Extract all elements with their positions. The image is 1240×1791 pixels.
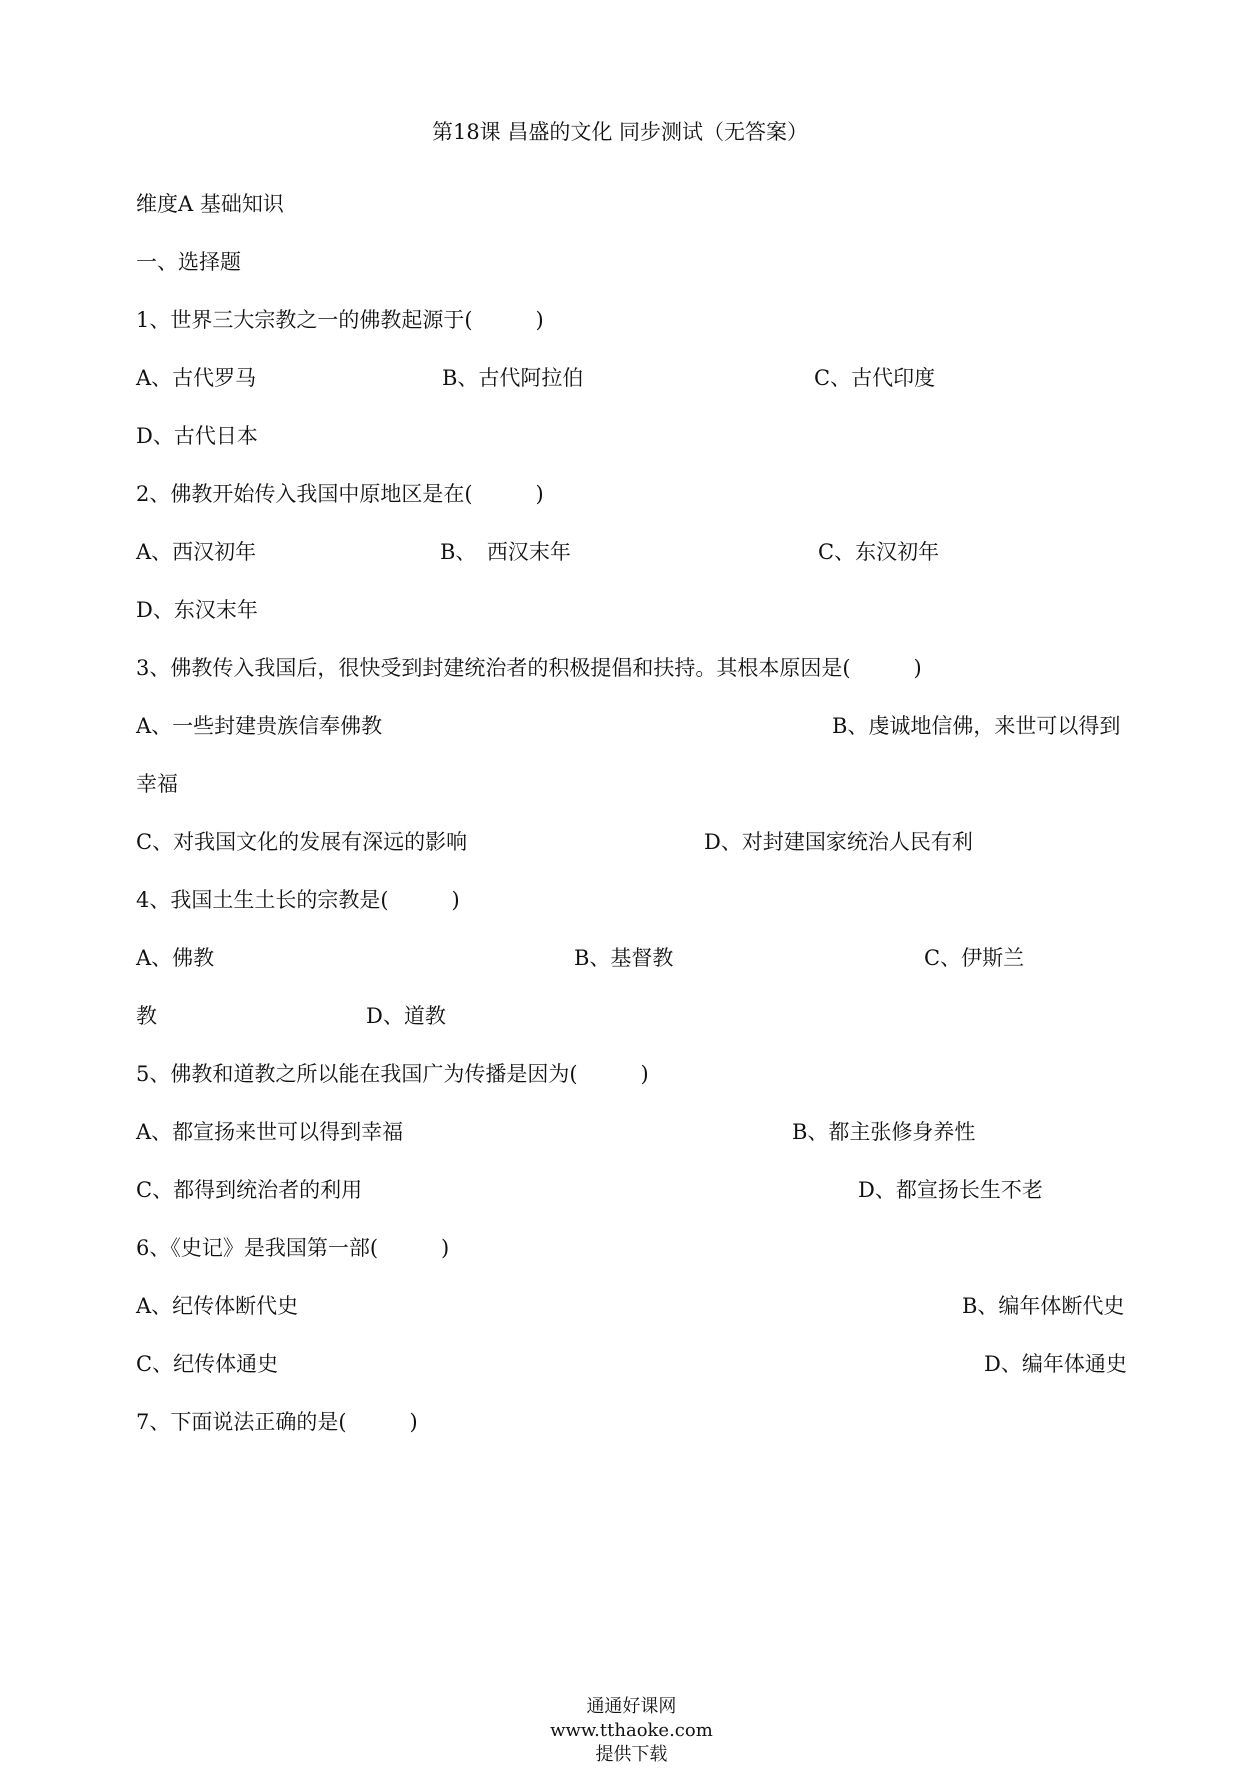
- question-1-option-d: D、古代日本: [136, 424, 258, 448]
- page-footer: [0, 1671, 1240, 1791]
- footer-note: 提供下载: [595, 1744, 668, 1765]
- question-4-option-a: A、佛教: [136, 946, 215, 970]
- question-3-option-c: C、对我国文化的发展有深远的影响: [136, 830, 468, 854]
- question-3-option-b-continued: 幸福: [136, 772, 178, 796]
- question-4-stem: 4、我国土生土长的宗教是( ): [136, 888, 460, 912]
- page-title: 第18课 昌盛的文化 同步测试（无答案）: [431, 120, 809, 144]
- footer-url[interactable]: www.tthaoke.com: [550, 1720, 713, 1741]
- question-5-option-a: A、都宣扬来世可以得到幸福: [136, 1120, 404, 1144]
- question-3-option-b: B、虔诚地信佛，来世可以得到: [832, 714, 1121, 738]
- question-2-option-c: C、东汉初年: [818, 540, 940, 564]
- question-6-stem: 6、《史记》是我国第一部( ): [136, 1236, 450, 1260]
- part-heading: 一、选择题: [136, 250, 241, 274]
- question-6-option-a: A、纪传体断代史: [136, 1294, 299, 1318]
- question-6-option-c: C、纪传体通史: [136, 1352, 279, 1376]
- question-2-option-a: A、西汉初年: [136, 540, 257, 564]
- question-5-option-d: D、都宣扬长生不老: [858, 1178, 1043, 1202]
- question-7-stem: 7、下面说法正确的是( ): [136, 1410, 418, 1434]
- question-5-option-b: B、都主张修身养性: [792, 1120, 976, 1144]
- question-2-option-b: B、 西汉末年: [440, 540, 571, 564]
- question-2-option-d: D、东汉末年: [136, 598, 258, 622]
- question-1-option-c: C、古代印度: [814, 366, 936, 390]
- question-3-option-a: A、一些封建贵族信奉佛教: [136, 714, 383, 738]
- question-4-option-c: C、伊斯兰: [924, 946, 1025, 970]
- section-heading: 维度A 基础知识: [136, 192, 284, 216]
- question-1-option-a: A、古代罗马: [136, 366, 257, 390]
- question-2-stem: 2、佛教开始传入我国中原地区是在( ): [136, 482, 544, 506]
- question-6-option-b: B、编年体断代史: [962, 1294, 1125, 1318]
- question-3-stem: 3、佛教传入我国后，很快受到封建统治者的积极提倡和扶持。其根本原因是( ): [136, 656, 922, 680]
- footer-site-name: 通通好课网: [586, 1696, 677, 1717]
- question-1-option-b: B、古代阿拉伯: [442, 366, 584, 390]
- question-4-option-c-continued: 教: [136, 1004, 157, 1028]
- question-5-stem: 5、佛教和道教之所以能在我国广为传播是因为( ): [136, 1062, 649, 1086]
- question-1-stem: 1、世界三大宗教之一的佛教起源于( ): [136, 308, 544, 332]
- question-6-option-d: D、编年体通史: [984, 1352, 1127, 1376]
- question-4-option-d: D、道教: [366, 1004, 446, 1028]
- question-4-option-b: B、基督教: [574, 946, 674, 970]
- question-3-option-d: D、对封建国家统治人民有利: [704, 830, 973, 854]
- question-5-option-c: C、都得到统治者的利用: [136, 1178, 363, 1202]
